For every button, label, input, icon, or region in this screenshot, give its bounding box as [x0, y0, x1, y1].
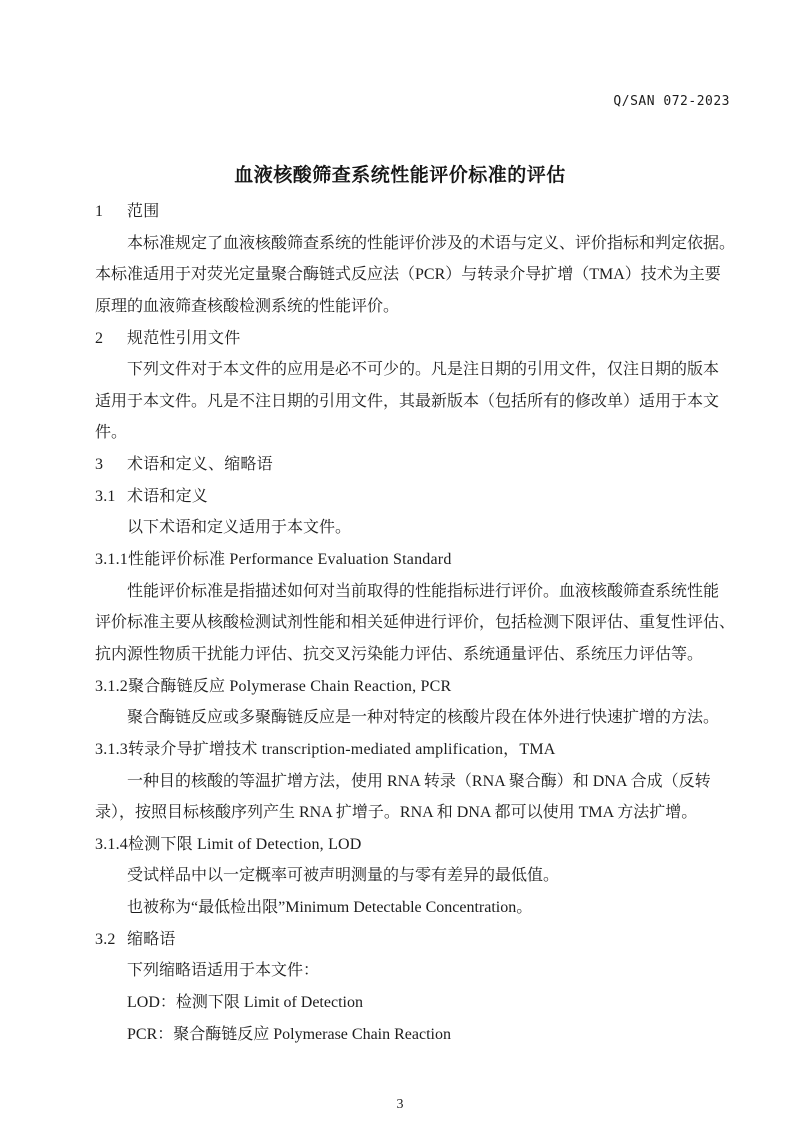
heading-number: 1 — [95, 203, 104, 220]
heading-text: 范围 — [127, 203, 160, 220]
body-line: 适用于本文件。凡是不注日期的引用文件，其最新版本（包括所有的修改单）适用于本文 — [95, 392, 720, 410]
heading-text: 性能评价标准 Performance Evaluation Standard — [128, 551, 452, 569]
heading-text: 转录介导扩增技术 transcription-mediated amplification，TMA — [128, 740, 556, 758]
body-line: 本标准规定了血液核酸筛查系统的性能评价涉及的术语与定义、评价指标和判定依据。 — [127, 234, 736, 252]
body-line: 也被称为“最低检出限”Minimum Detectable Concentration。 — [127, 899, 533, 917]
heading-number: 3 — [95, 456, 104, 474]
section-heading — [95, 544, 731, 576]
document-body — [95, 196, 736, 1050]
body-line: 抗内源性物质干扰能力评估、抗交叉污染能力评估、系统通量评估、系统压力评估等。 — [95, 645, 704, 663]
body-line: 评价标准主要从核酸检测试剂性能和相关延伸进行评价，包括检测下限评估、重复性评估、 — [95, 614, 736, 632]
page-number: 3 — [396, 1097, 404, 1112]
body-line: 受试样品中以一定概率可被声明测量的与零有差异的最低值。 — [127, 867, 560, 885]
heading-number: 3.1.4 — [95, 835, 128, 853]
heading-number: 3.1.3 — [95, 740, 128, 758]
heading-text: 术语和定义、缩略语 — [127, 456, 273, 474]
heading-text: 术语和定义 — [127, 487, 209, 505]
body-line: 录），按照目标核酸序列产生 RNA 扩增子。RNA 和 DNA 都可以使用 TMA 方法扩增。 — [95, 804, 698, 822]
section-heading — [95, 481, 731, 513]
document-number-header: Q/SAN 072-2023 — [613, 94, 730, 109]
heading-text: 聚合酶链反应 Polymerase Chain Reaction, PCR — [128, 677, 452, 695]
heading-number: 2 — [95, 329, 104, 347]
body-line: 本标准适用于对荧光定量聚合酶链式反应法（PCR）与转录介导扩增（TMA）技术为主要 — [95, 266, 721, 284]
heading-text: 缩略语 — [127, 930, 176, 948]
body-line: LOD：检测下限 Limit of Detection — [127, 994, 363, 1012]
section-heading — [95, 734, 731, 766]
heading-number: 3.1 — [95, 487, 116, 505]
body-line: 下列缩略语适用于本文件： — [127, 962, 320, 980]
document-title: 血液核酸筛查系统性能评价标准的评估 — [234, 165, 566, 186]
body-line: 性能评价标准是指描述如何对当前取得的性能指标进行评价。血液核酸筛查系统性能 — [127, 582, 720, 600]
section-heading — [95, 671, 731, 703]
body-line: 以下术语和定义适用于本文件。 — [127, 519, 352, 537]
body-line: 一种目的核酸的等温扩增方法，使用 RNA 转录（RNA 聚合酶）和 DNA 合成（反转 — [127, 772, 711, 790]
section-heading — [95, 829, 731, 861]
heading-text: 检测下限 Limit of Detection, LOD — [128, 835, 362, 853]
heading-number: 3.2 — [95, 930, 116, 948]
heading-number: 3.1.2 — [95, 677, 128, 695]
heading-text: 规范性引用文件 — [127, 329, 241, 347]
section-heading — [95, 323, 731, 355]
body-line: 件。 — [95, 424, 128, 442]
section-heading — [95, 196, 731, 228]
body-line: 聚合酶链反应或多聚酶链反应是一种对特定的核酸片段在体外进行快速扩增的方法。 — [127, 709, 720, 727]
section-heading — [95, 924, 731, 956]
section-heading — [95, 449, 731, 481]
body-line: PCR：聚合酶链反应 Polymerase Chain Reaction — [127, 1025, 451, 1043]
heading-number: 3.1.1 — [95, 551, 128, 569]
body-line: 下列文件对于本文件的应用是必不可少的。凡是注日期的引用文件，仅注日期的版本 — [127, 361, 720, 379]
body-line: 原理的血液筛查核酸检测系统的性能评价。 — [95, 297, 400, 315]
